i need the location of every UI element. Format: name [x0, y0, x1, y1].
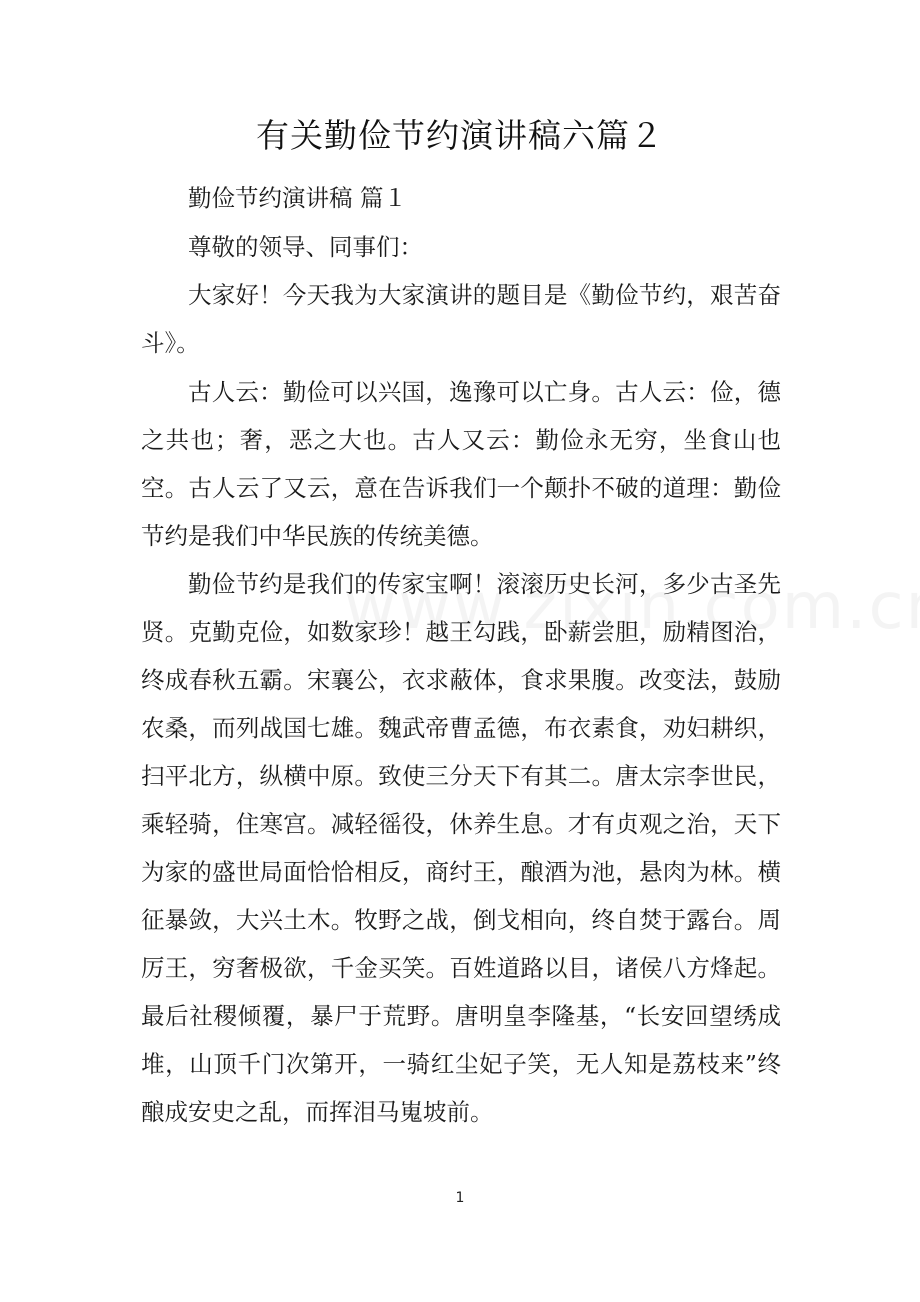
paragraph-history: 勤俭节约是我们的传家宝啊！滚滚历史长河，多少古圣先贤。克勤克俭，如数家珍！越王勾践，卧薪尝胆，励精图治，终成春秋五霸。宋襄公，衣求蔽体，食求果腹。改变法，鼓励农桑，而列战国七雄。魏武帝曹孟德，布衣素食，劝妇耕织，扫平北方，纵横中原。致使三分天下有其二。唐太宗李世民，乘轻骑，住寒宫。减轻徭役，休养生息。才有贞观之治，天下为家的盛世局面恰恰相反，商纣王，酿酒为池，悬肉为林。横征暴敛，大兴土木。牧野之战，倒戈相向，终自焚于露台。周厉王，穷奢极欲，千金买笑。百姓道路以目，诸侯八方烽起。最后社稷倾覆，暴尸于荒野。唐明皇李隆基，“长安回望绣成堆，山顶千门次第开，一骑红尘妃子笑，无人知是荔枝来”终酿成安史之乱，而挥泪马嵬坡前。 — [141, 570, 781, 1126]
page-number: 1 — [455, 1190, 465, 1206]
paragraph-salutation: 尊敬的领导、同事们： — [188, 232, 423, 261]
paragraph-ancient-sayings: 古人云：勤俭可以兴国，逸豫可以亡身。古人云：俭，德之共也；奢，恶之大也。古人又云：勤俭永无穷，坐食山也空。古人云了又云，意在告诉我们一个颠扑不破的道理：勤俭节约是我们中华民族的传统美德。 — [141, 377, 781, 550]
paragraph-greeting: 大家好！今天我为大家演讲的题目是《勤俭节约，艰苦奋斗》。 — [141, 281, 781, 357]
document-title: 有关勤俭节约演讲稿六篇２ — [256, 116, 664, 155]
document-body — [141, 174, 781, 1137]
section-heading: 勤俭节约演讲稿 篇１ — [188, 184, 407, 212]
